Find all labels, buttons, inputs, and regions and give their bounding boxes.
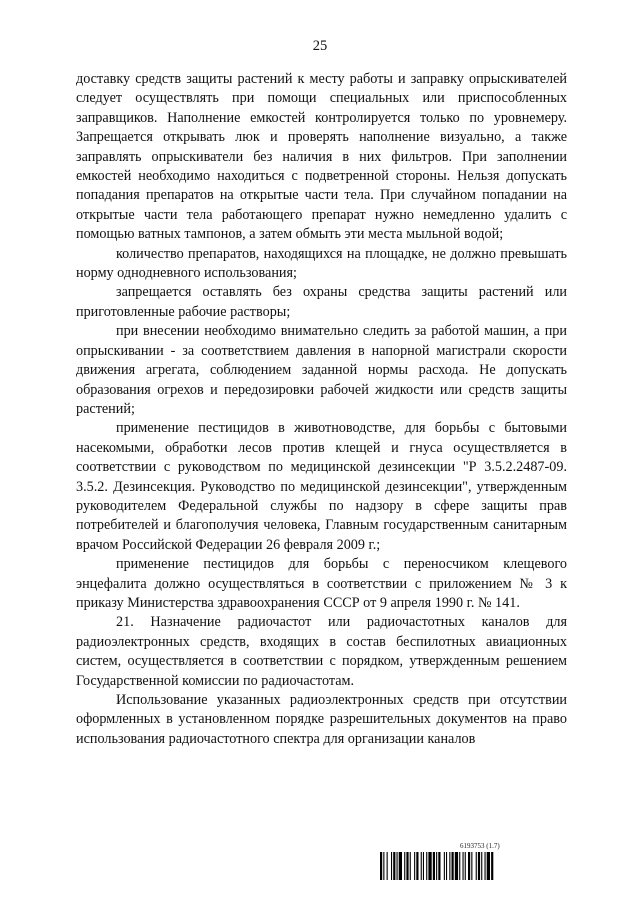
paragraph-refueling: доставку средств защиты растений к месту работы и заправку опрыскивателей следует осуществлять при помощи специальных или приспособленных заправщиков. Наполнение емкостей контролируется только по уровнемеру. Запрещается открывать люк и проверять наполнение визуально, а также заправлять опрыскиватели без наличия в них фильтров. При заполнении емкостей необходимо находиться с подветренной стороны. Нельзя допускать попадания препаратов на открытые части тела. При случайном попадании на открытые части тела работающего препарат нужно немедленно удалить с помощью ватных тампонов, а затем обмыть эти места мыльной водой; — [76, 71, 567, 243]
page-number: 25 — [312, 38, 328, 54]
document-code: 6193753 (1.7) — [460, 842, 500, 850]
paragraph-livestock: применение пестицидов в животноводстве, для борьбы с бытовыми насекомыми, обработки лесов против клещей и гнуса осуществляется в соответствии с руководством по медицинской дезинсекции "Р 3.5.2.2487-09. 3.5.2. Дезинсекция. Руководство по медицинской дезинсекции", утвержденным руководителем Федеральной службы по надзору в сфере защиты прав потребителей и благополучия человека, Главным государственным санитарным врачом Российской Федерации 26 февраля 2009 г.; — [76, 420, 567, 553]
paragraph-encephalitis: применение пестицидов для борьбы с переносчиком клещевого энцефалита должно осуществляться в соответствии с приложением № 3 к приказу Министерства здравоохранения СССР от 9 апреля 1990 г. № 141. — [76, 556, 567, 611]
paragraph-radio-frequencies: 21. Назначение радиочастот или радиочастотных каналов для радиоэлектронных средств, входящих в состав беспилотных авиационных систем, осуществляется в соответствии с порядком, утвержденным решением Государственной комиссии по радиочастотам. — [76, 614, 567, 689]
paragraph-machines: при внесении необходимо внимательно следить за работой машин, а при опрыскивании - за соответствием давления в напорной магистрали скорости движения агрегата, соблюдением заданной нормы расхода. Не допускать образования огрехов и передозировки рабочей жидкости или средств защиты растений; — [76, 323, 567, 417]
body-text — [76, 70, 567, 749]
paragraph-radio-usage: Использование указанных радиоэлектронных средств при отсутствии оформленных в установленном порядке разрешительных документов на право использования радиочастотного спектра для организации каналов — [76, 692, 567, 747]
paragraph-quantity: количество препаратов, находящихся на площадке, не должно превышать норму однодневного использования; — [76, 245, 567, 282]
paragraph-unattended: запрещается оставлять без охраны средства защиты растений или приготовленные рабочие растворы; — [76, 284, 567, 320]
barcode — [380, 852, 574, 880]
